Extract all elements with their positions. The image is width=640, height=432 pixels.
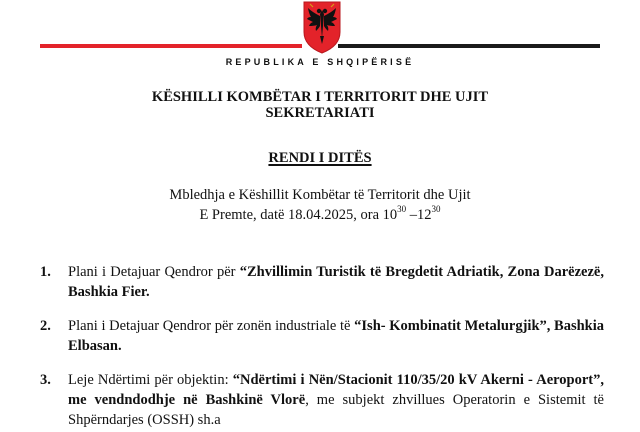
header-rule (40, 44, 600, 48)
item-text-plain: Leje Ndërtimi për objektin: (68, 372, 233, 388)
header-rule-red (40, 44, 302, 48)
item-text-bold: “Zhvillimin Turistik të Bregdetit Adriatik, Zona Darëzezë, Bashkia Fier. (68, 264, 604, 300)
item-number: 2. (40, 318, 51, 334)
item-text-bold: “Ish- Kombinatit Metalurgjik”, Bashkia Elbasan. (68, 318, 605, 354)
item-text-bold: “Ndërtimi i Nën/Stacionit 110/35/20 kV Akerni - Aeroport”, me vendndodhje në Bashkinë Vlorë (68, 372, 605, 408)
item-text (68, 316, 604, 356)
meeting-date-time (0, 204, 640, 224)
time-start-minutes: 30 (397, 204, 407, 214)
time-end-minutes: 30 (431, 204, 441, 214)
meeting-description: Mbledhja e Këshillit Kombëtar të Territorit dhe Ujit (169, 187, 471, 203)
header-rule-black (338, 44, 600, 48)
item-text-plain: Plani i Detajuar Qendror për zonën industriale të (68, 318, 355, 334)
item-text (68, 262, 604, 302)
item-number: 3. (40, 372, 51, 388)
time-separator: –12 (406, 207, 432, 223)
item-text (68, 370, 604, 430)
agenda-title-text: RENDI I DITËS (268, 150, 372, 166)
item-text-plain: Plani i Detajuar Qendror për (68, 264, 240, 280)
secretariat-title: SEKRETARIATI (265, 105, 375, 121)
agenda-title (0, 150, 640, 167)
item-number: 1. (40, 264, 51, 280)
item-text-after: , me subjekt zhvillues Operatorin e Sistemit të Shpërndarjes (OSSH) sh.a (68, 392, 604, 428)
meeting-date: E Premte, datë 18.04.2025, ora 10 (199, 207, 398, 223)
republic-heading: REPUBLIKA E SHQIPËRISË (225, 57, 415, 67)
council-title: KËSHILLI KOMBËTAR I TERRITORIT DHE UJIT (151, 89, 489, 105)
